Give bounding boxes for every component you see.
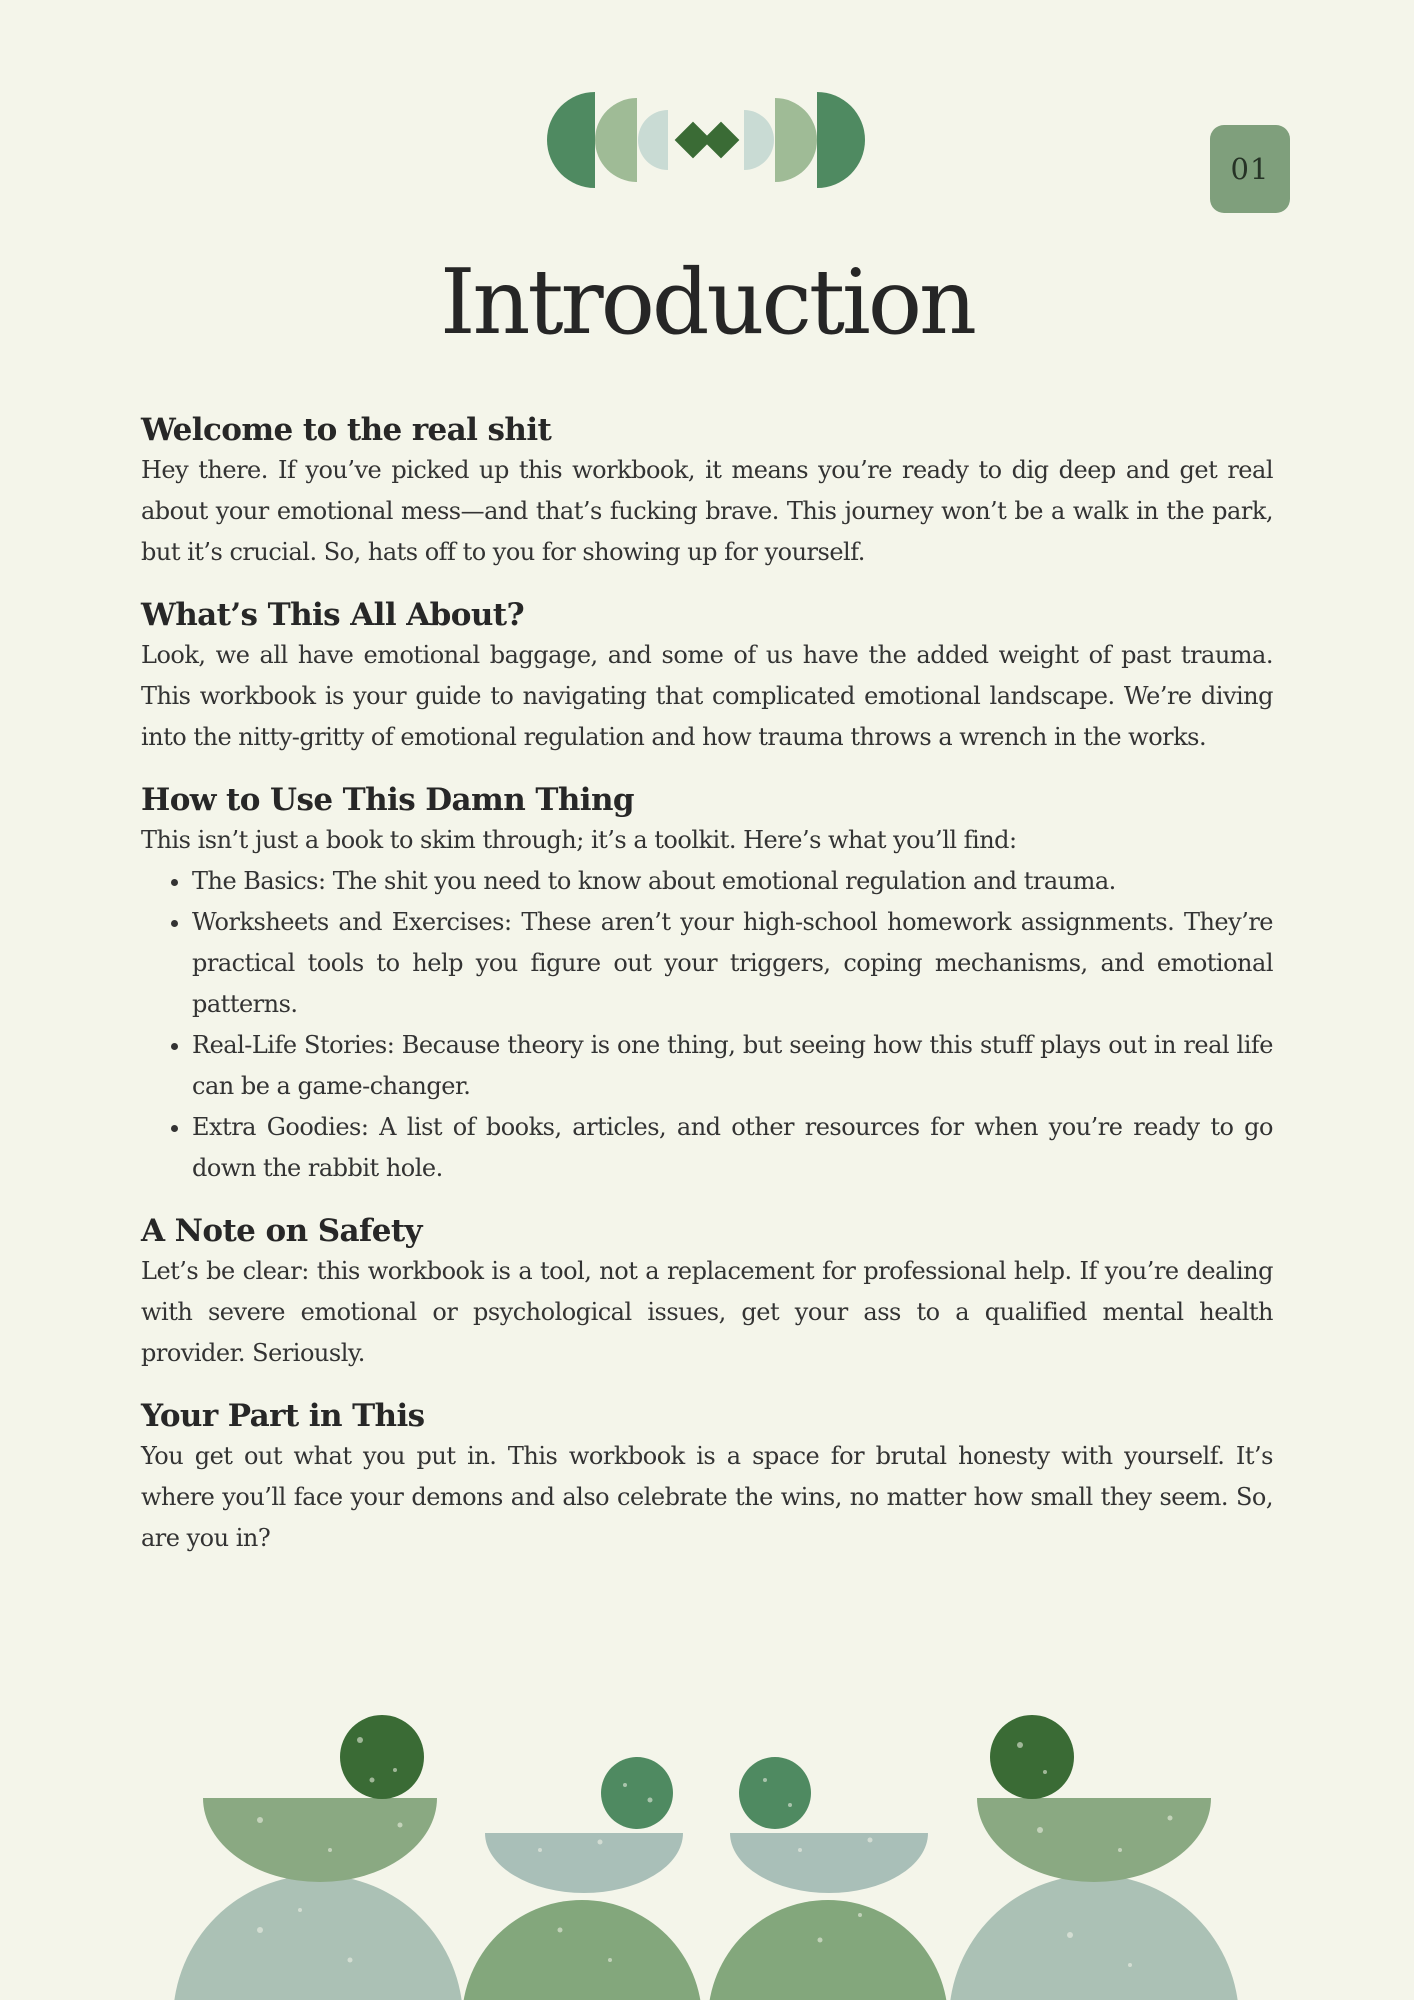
section-heading: Your Part in This bbox=[141, 1398, 425, 1434]
list-item: • Worksheets and Exercises: These aren’t your high-school homework assignments. They’re practical tools to help you figure out your triggers, coping mechanisms, and emotional patterns. bbox=[192, 902, 1273, 1025]
section-safety bbox=[141, 1211, 1273, 1374]
right-half-circle-sage bbox=[775, 98, 817, 182]
bottom-circle-3 bbox=[708, 1900, 948, 2000]
section-paragraph: This isn’t just a book to skim through; it’s a toolkit. Here’s what you’ll find: bbox=[141, 826, 1017, 854]
bowl-3 bbox=[730, 1833, 928, 1893]
bottom-circle-4 bbox=[949, 1875, 1239, 2000]
diamond-right bbox=[703, 122, 740, 159]
section-paragraph: Let’s be clear: this workbook is a tool, not a replacement for professional help. If you’re dealing with severe emotional or psychological issues, get your ass to a qualified mental health provider. Seriously. bbox=[141, 1257, 1273, 1367]
section-how-to-use bbox=[141, 780, 1273, 1189]
bowl-4 bbox=[977, 1798, 1211, 1882]
section-paragraph: Look, we all have emotional baggage, and some of us have the added weight of past trauma. This workbook is your guide to navigating that complicated emotional landscape. We’re diving into the nitty-gritty of emotional regulation and how trauma throws a wrench in the works. bbox=[141, 641, 1273, 751]
content-body bbox=[141, 410, 1273, 1581]
section-heading: What’s This All About? bbox=[141, 597, 525, 633]
section-paragraph: Hey there. If you’ve picked up this workbook, it means you’re ready to dig deep and get real about your emotional mess—and that’s fucking brave. This journey won’t be a walk in the park, but it’s crucial. So, hats off to you for showing up for yourself. bbox=[141, 456, 1273, 566]
left-half-circle-dark bbox=[547, 92, 595, 188]
left-half-circle-sage bbox=[595, 98, 637, 182]
left-half-circle-mist bbox=[638, 110, 668, 170]
list-item: • Extra Goodies: A list of books, articles, and other resources for when you’re ready to go down the rabbit hole. bbox=[192, 1107, 1273, 1189]
ball-4 bbox=[990, 1715, 1074, 1799]
bowl-1 bbox=[203, 1798, 437, 1882]
section-heading: A Note on Safety bbox=[141, 1213, 422, 1249]
right-half-circle-mist bbox=[744, 110, 774, 170]
section-heading: How to Use This Damn Thing bbox=[141, 782, 634, 818]
right-half-circle-dark bbox=[817, 92, 865, 188]
page-title: Introduction bbox=[440, 250, 974, 355]
bowl-2 bbox=[485, 1833, 683, 1893]
bottom-circle-2 bbox=[462, 1900, 702, 2000]
section-paragraph: You get out what you put in. This workbook is a space for brutal honesty with yourself. It’s where you’ll face your demons and also celebrate the wins, no matter how small they seem. So, are you in? bbox=[141, 1442, 1273, 1552]
decorative-ornament-top bbox=[545, 90, 867, 190]
decorative-shapes-bottom bbox=[0, 1700, 1414, 2000]
ball-3 bbox=[739, 1757, 811, 1829]
list-item: • Real-Life Stories: Because theory is one thing, but seeing how this stuff plays out in real life can be a game-changer. bbox=[192, 1025, 1273, 1107]
ball-1 bbox=[340, 1715, 424, 1799]
section-heading: Welcome to the real shit bbox=[141, 412, 552, 448]
page-number-badge: 01 bbox=[1210, 125, 1290, 213]
ball-2 bbox=[601, 1757, 673, 1829]
toolkit-list bbox=[141, 861, 1273, 1189]
section-welcome bbox=[141, 410, 1273, 573]
list-item: • The Basics: The shit you need to know about emotional regulation and trauma. bbox=[192, 861, 1273, 902]
section-your-part bbox=[141, 1396, 1273, 1559]
section-about bbox=[141, 595, 1273, 758]
bottom-circle-1 bbox=[173, 1875, 463, 2000]
